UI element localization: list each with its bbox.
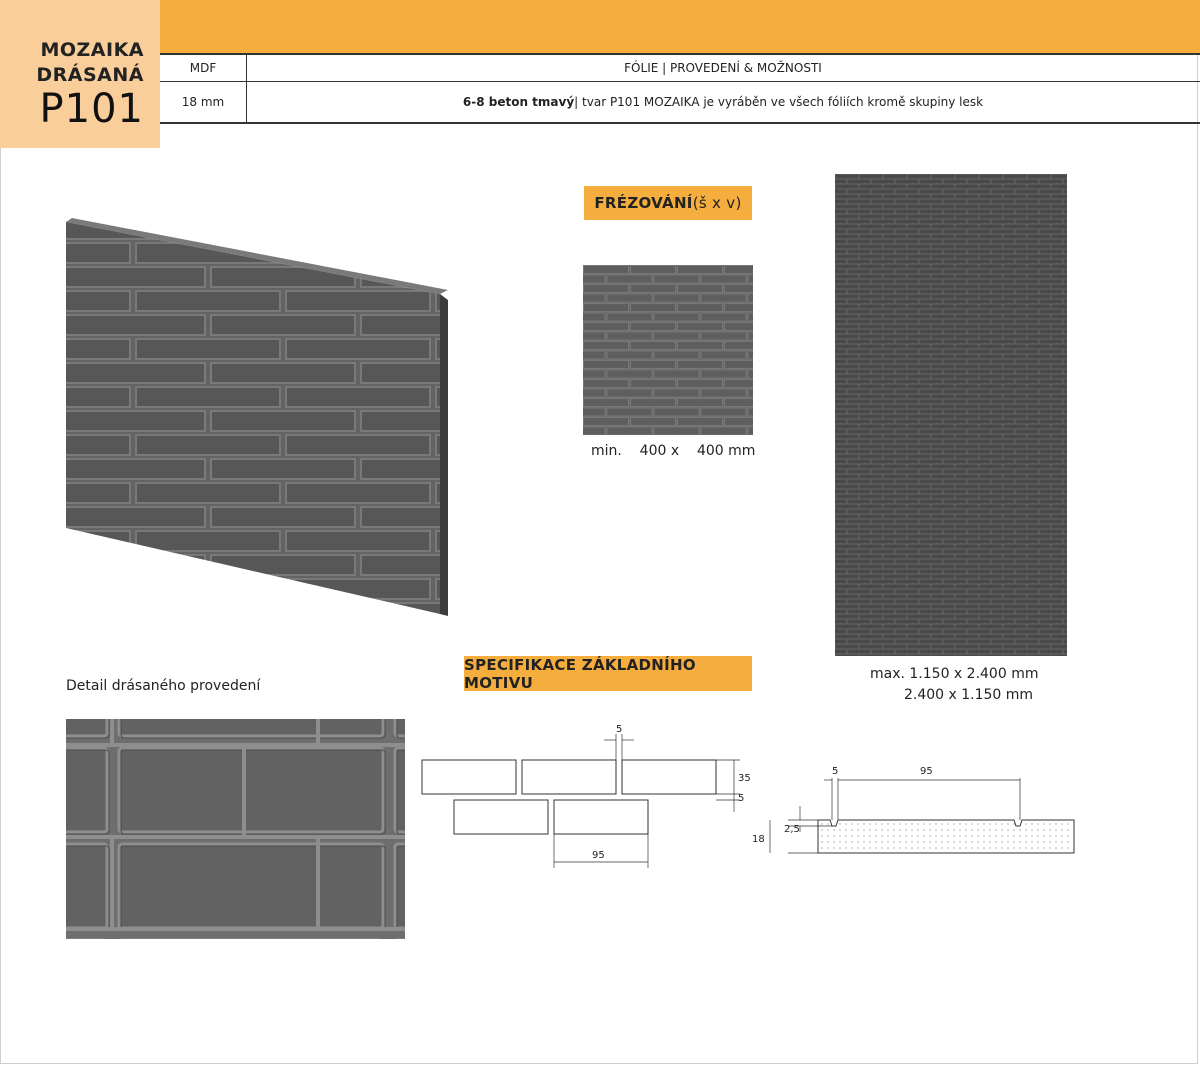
brand-block <box>0 0 160 148</box>
brick-3 <box>622 760 716 794</box>
min-size-caption <box>591 443 755 459</box>
spec-table-row <box>160 82 1200 124</box>
spec-label: SPECIFIKACE ZÁKLADNÍHO MOTIVU <box>464 656 752 691</box>
max-size-line1: max. 1.150 x 2.400 mm <box>870 666 1039 682</box>
brick-1 <box>422 760 516 794</box>
dim-brick-width: 95 <box>592 850 605 861</box>
title-line2: DRÁSANÁ <box>36 64 144 86</box>
dim-profile-span: 95 <box>920 766 933 777</box>
product-code: P101 <box>39 86 144 132</box>
brick-4 <box>454 800 548 834</box>
title-line1: MOZAIKA <box>40 39 144 61</box>
max-sample-image <box>835 174 1067 656</box>
brick-5 <box>554 800 648 834</box>
dim-brick-height: 35 <box>738 773 751 784</box>
dim-profile-groove: 5 <box>832 766 839 777</box>
col-mdf-label: MDF <box>160 55 247 81</box>
dim-profile-depth: 2,5 <box>784 824 800 835</box>
frezovani-label-main: FRÉZOVÁNÍ <box>594 194 693 212</box>
min-sample-image <box>583 265 753 435</box>
profile-diagram <box>748 756 1080 862</box>
col-folie-label: FÓLIE | PROVEDENÍ & MOŽNOSTI <box>624 61 822 75</box>
min-height: 400 mm <box>696 443 756 459</box>
min-width: 400 x <box>639 443 680 459</box>
detail-label: Detail drásaného provedení <box>66 678 261 694</box>
dim-gap-top: 5 <box>616 724 623 735</box>
mdf-thickness: 18 mm <box>160 82 247 122</box>
min-prefix: min. <box>591 443 622 459</box>
brick-2 <box>522 760 616 794</box>
panel-3d-image <box>60 218 450 618</box>
max-size-line2: 2.400 x 1.150 mm <box>904 687 1034 703</box>
dim-gap-right: 5 <box>738 793 745 804</box>
spec-table-header <box>160 55 1200 82</box>
brick-layout-diagram <box>418 722 758 872</box>
header-bar <box>160 0 1200 55</box>
note-bold: 6-8 beton tmavý <box>462 95 575 109</box>
dim-profile-thickness: 18 <box>752 834 765 845</box>
detail-image <box>66 719 405 939</box>
frezovani-label-dims: (š x v) <box>692 194 742 212</box>
folie-note <box>246 82 1200 122</box>
frezovani-label <box>584 186 752 220</box>
note-rest: | tvar P101 MOZAIKA je vyráběn ve všech fóliích kromě skupiny lesk <box>574 95 984 109</box>
